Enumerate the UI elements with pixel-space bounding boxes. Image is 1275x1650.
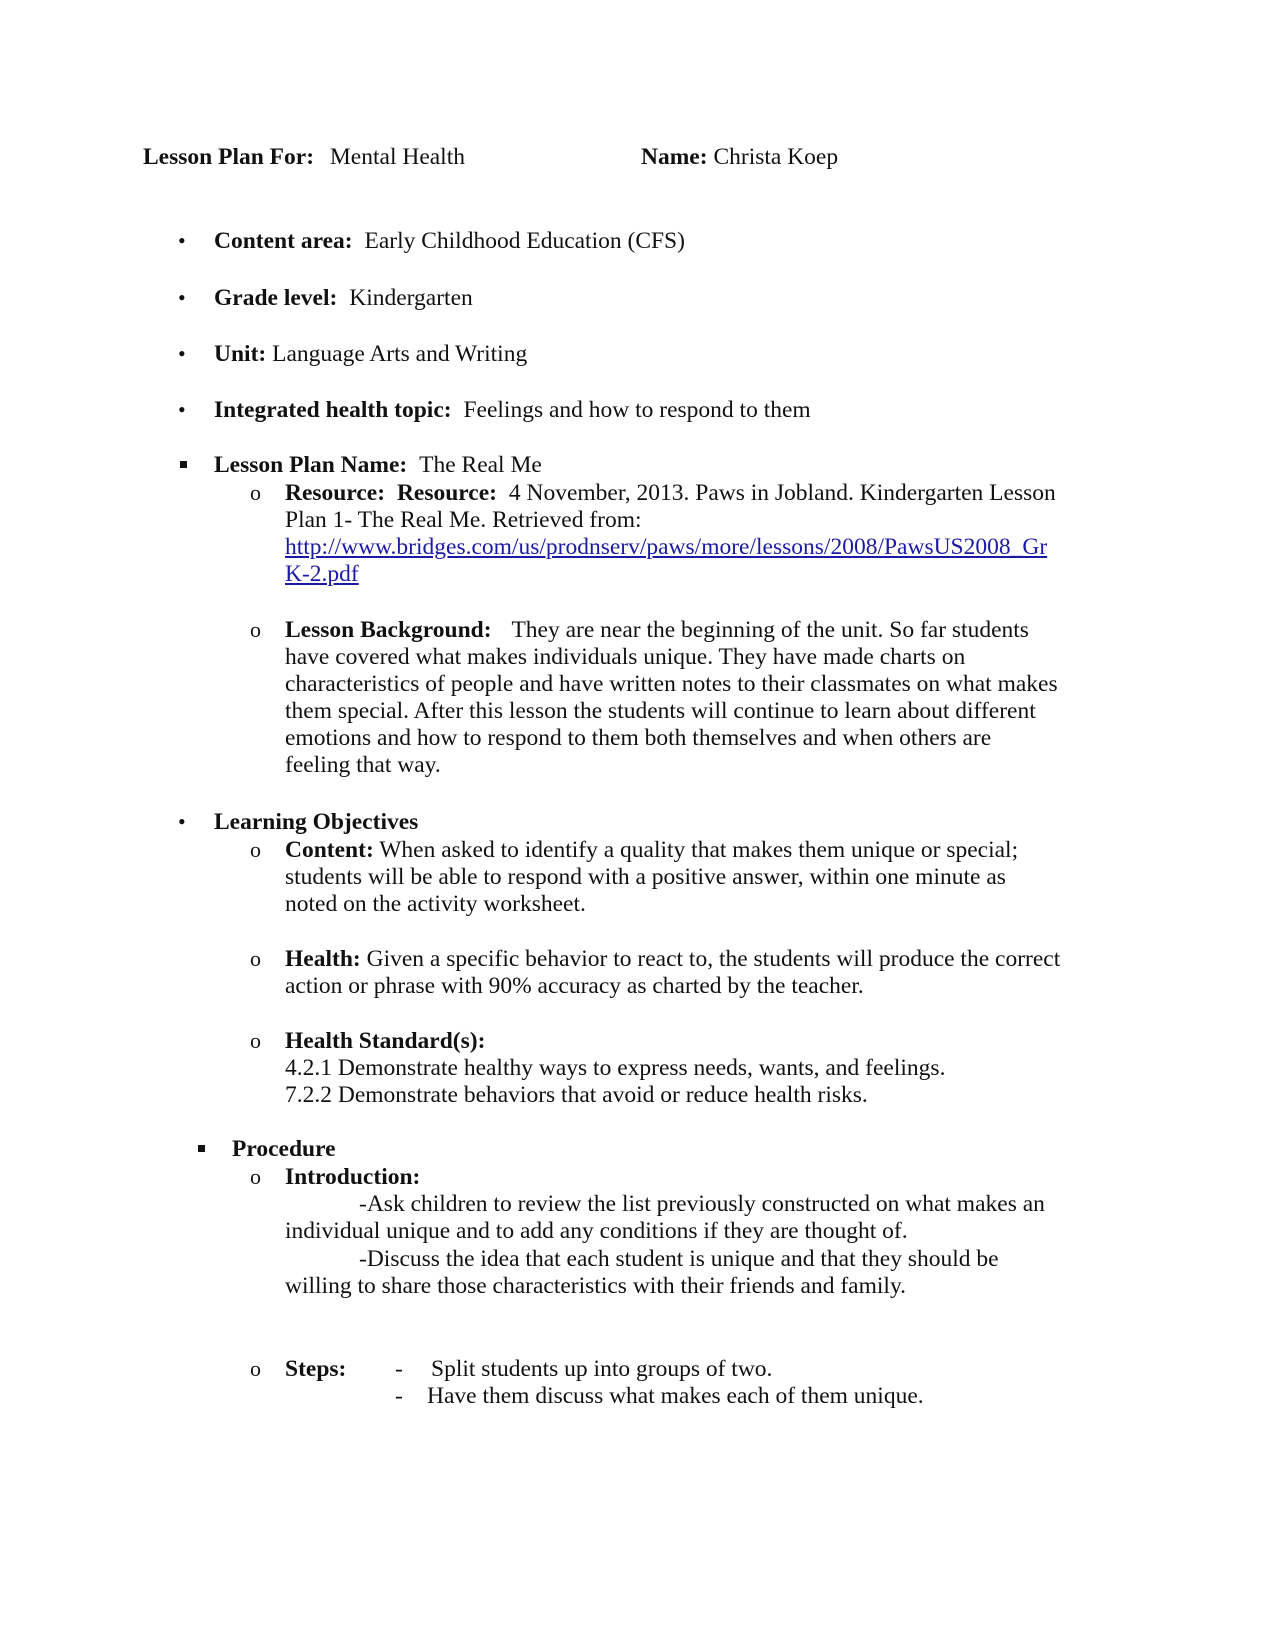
name-label: Name: [641,144,708,170]
circle-bullet-icon: o [250,617,261,642]
content-objective-label: Content: [285,837,374,863]
health-objective-line-1 [285,945,1060,973]
circle-bullet-icon: o [250,1164,261,1189]
step-2: Have them discuss what makes each of them unique. [427,1383,924,1409]
content-area-label: Content area: [214,228,353,254]
bullet-icon: • [178,397,186,422]
unit-label: Unit: [214,341,267,367]
lesson-plan-for-value: Mental Health [329,144,465,170]
health-standard-2: 7.2.2 Demonstrate behaviors that avoid or reduce health risks. [285,1082,868,1108]
grade-level-item [214,284,473,312]
bullet-icon: • [178,341,186,366]
circle-bullet-icon: o [250,837,261,862]
grade-level-value: Kindergarten [349,285,473,311]
health-objective-text-2: action or phrase with 90% accuracy as charted by the teacher. [285,973,864,999]
lesson-plan-name-value: The Real Me [419,452,542,478]
health-standard-1: 4.2.1 Demonstrate healthy ways to express needs, wants, and feelings. [285,1055,946,1081]
circle-bullet-icon: o [250,946,261,971]
step-1: Split students up into groups of two. [431,1356,773,1382]
background-text-3: characteristics of people and have written notes to their classmates on what makes [285,671,1058,697]
resource-label-2: Resource: [396,480,497,506]
header-lesson-plan-for [143,143,465,171]
background-text-6: feeling that way. [285,752,441,778]
health-topic-value: Feelings and how to respond to them [463,397,811,423]
step-dash: - [395,1383,403,1409]
introduction-label: Introduction: [285,1164,421,1190]
bullet-icon: • [178,809,186,834]
introduction-text-2: individual unique and to add any conditions if they are thought of. [285,1218,908,1244]
circle-bullet-icon: o [250,1028,261,1053]
resource-label-1: Resource: [285,480,386,506]
square-bullet-icon [180,461,187,468]
content-area-value: Early Childhood Education (CFS) [364,228,685,254]
square-bullet-icon [198,1145,205,1152]
content-objective-text-2: students will be able to respond with a positive answer, within one minute as [285,864,1006,890]
steps-label: Steps: [285,1356,347,1382]
content-area-item [214,227,685,255]
resource-line-1 [285,479,1056,507]
resource-url-link-2[interactable]: K-2.pdf [285,561,359,587]
health-objective-text-1: Given a specific behavior to react to, the students will produce the correct [366,946,1061,972]
content-objective-text-3: noted on the activity worksheet. [285,891,586,917]
circle-bullet-icon: o [250,480,261,505]
health-topic-item [214,396,811,424]
unit-value: Language Arts and Writing [272,341,528,367]
content-objective-text-1: When asked to identify a quality that makes them unique or special; [379,837,1019,863]
resource-text-1: 4 November, 2013. Paws in Jobland. Kindergarten Lesson [508,480,1056,506]
introduction-text-3: -Discuss the idea that each student is unique and that they should be [359,1246,999,1272]
background-label: Lesson Background: [285,617,492,643]
circle-bullet-icon: o [250,1356,261,1381]
lesson-plan-for-label: Lesson Plan For: [143,144,315,170]
introduction-text-4: willing to share those characteristics with their friends and family. [285,1273,907,1299]
resource-url-link-1[interactable]: http://www.bridges.com/us/prodnserv/paws/more/lessons/2008/PawsUS2008_Gr [285,534,1048,560]
content-objective-line-1 [285,836,1018,864]
bullet-icon: • [178,285,186,310]
background-text-1: They are near the beginning of the unit. So far students [511,617,1029,643]
health-standards-label: Health Standard(s): [285,1028,486,1054]
background-text-2: have covered what makes individuals unique. They have made charts on [285,644,966,670]
lesson-plan-name-item [214,451,542,479]
grade-level-label: Grade level: [214,285,338,311]
procedure-heading: Procedure [232,1136,336,1162]
background-line-1 [285,616,1029,644]
step-dash: - [395,1356,403,1382]
lesson-plan-name-label: Lesson Plan Name: [214,452,408,478]
health-objective-label: Health: [285,946,361,972]
background-text-4: them special. After this lesson the students will continue to learn about different [285,698,1036,724]
header-name [641,143,838,171]
introduction-text-1: -Ask children to review the list previously constructed on what makes an [359,1191,1045,1217]
unit-item [214,340,527,368]
resource-text-2: Plan 1- The Real Me. Retrieved from: [285,507,642,533]
bullet-icon: • [178,228,186,253]
name-value: Christa Koep [713,144,839,170]
background-text-5: emotions and how to respond to them both themselves and when others are [285,725,992,751]
health-topic-label: Integrated health topic: [214,397,452,423]
learning-objectives-heading: Learning Objectives [214,809,419,835]
